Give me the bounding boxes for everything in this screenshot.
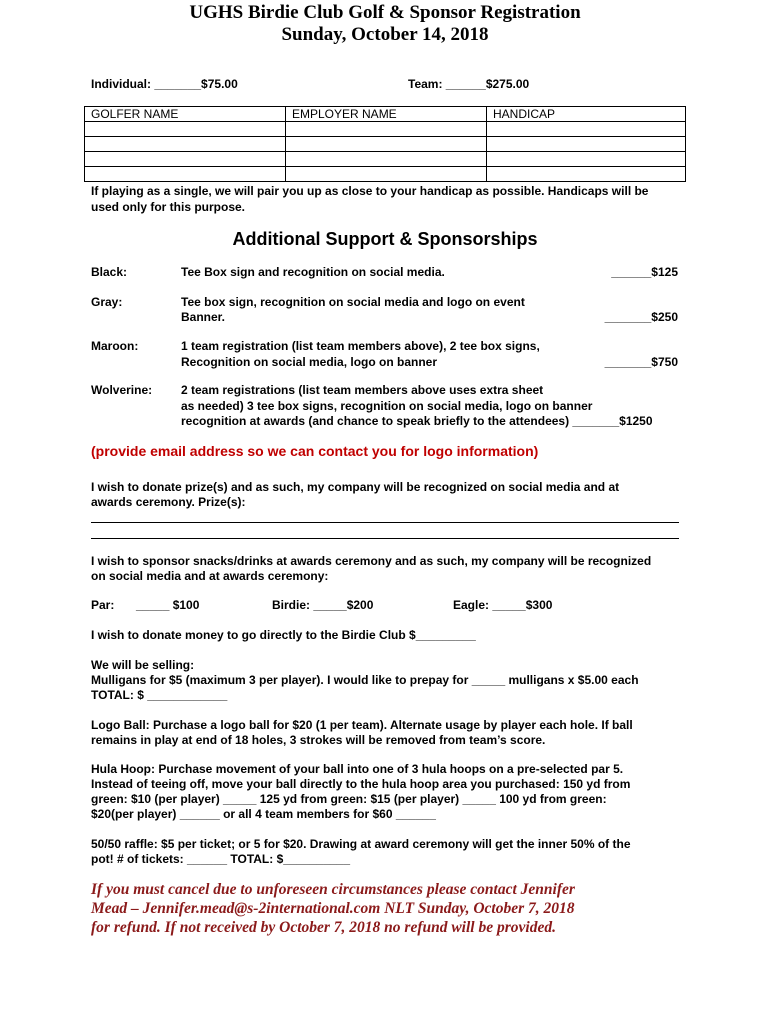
prizes-blank-line-2[interactable] — [91, 538, 679, 539]
birdie-option[interactable]: Birdie: _____$200 — [272, 598, 374, 612]
par-option[interactable]: _____ $100 — [136, 598, 200, 612]
hula-hoop-line-2: Instead of teeing off, move your ball directly to the hula hoop area you purchased: 150 yd from — [91, 777, 631, 791]
hula-hoop-line-3[interactable]: green: $10 (per player) _____ 125 yd from green: $15 (per player) _____ 100 yd from green: — [91, 792, 607, 806]
logo-ball-line-1: Logo Ball: Purchase a logo ball for $20 (1 per team). Alternate usage by player each hole. If ball — [91, 718, 633, 732]
tier-gray-label: Gray: — [91, 295, 123, 309]
snacks-line-2: on social media and at awards ceremony: — [91, 569, 329, 583]
table-row — [85, 167, 686, 182]
tier-maroon-desc-2: Recognition on social media, logo on banner — [181, 355, 438, 369]
logo-ball-line-2: remains in play at end of 18 holes, 3 strokes will be removed from team’s score. — [91, 733, 546, 747]
cancellation-line-3: for refund. If not received by October 7, 2018 no refund will be provided. — [91, 919, 556, 936]
hula-hoop-line-4[interactable]: $20(per player) ______ or all 4 team members for $60 ______ — [91, 807, 436, 821]
raffle-line-2[interactable]: pot! # of tickets: ______ TOTAL: $__________ — [91, 852, 351, 866]
donate-money[interactable]: I wish to donate money to go directly to the Birdie Club $_________ — [91, 628, 476, 642]
single-note-line-1: If playing as a single, we will pair you up as close to your handicap as possible. Handicaps will be — [91, 184, 649, 198]
golfer-name-cell[interactable] — [85, 122, 286, 137]
tier-gray-desc-2: Banner. — [181, 310, 226, 324]
tier-black-label: Black: — [91, 265, 128, 279]
column-golfer-name: GOLFER NAME — [85, 107, 286, 122]
cancellation-line-1: If you must cancel due to unforeseen circumstances please contact Jennifer — [91, 881, 575, 898]
tier-maroon-price[interactable]: _______$750 — [604, 355, 678, 369]
employer-name-cell[interactable] — [286, 167, 487, 182]
snacks-line-1: I wish to sponsor snacks/drinks at awards ceremony and as such, my company will be recognized — [91, 554, 652, 568]
tier-wolverine-desc-2: as needed) 3 tee box signs, recognition on social media, logo on banner — [181, 399, 593, 413]
selling-line-1: We will be selling: — [91, 658, 195, 672]
individual-fee[interactable]: Individual: _______$75.00 — [91, 77, 238, 91]
team-fee[interactable]: Team: ______$275.00 — [408, 77, 530, 91]
golfer-name-cell[interactable] — [85, 137, 286, 152]
tier-black-price[interactable]: ______$125 — [611, 265, 678, 279]
single-note-line-2: used only for this purpose. — [91, 200, 246, 214]
column-handicap: HANDICAP — [487, 107, 686, 122]
par-label: Par: — [91, 598, 115, 612]
email-notice: (provide email address so we can contact you for logo information) — [91, 443, 539, 459]
tier-wolverine-label: Wolverine: — [91, 383, 153, 397]
employer-name-cell[interactable] — [286, 152, 487, 167]
mulligans-line[interactable]: Mulligans for $5 (maximum 3 per player). I would like to prepay for _____ mulligans x $5.00 each — [91, 673, 639, 687]
prizes-line-1: I wish to donate prize(s) and as such, my company will be recognized on social media and at — [91, 480, 620, 494]
handicap-cell[interactable] — [487, 137, 686, 152]
prizes-blank-line-1[interactable] — [91, 522, 679, 523]
table-row — [85, 137, 686, 152]
page-title: UGHS Birdie Club Golf & Sponsor Registration — [189, 2, 581, 23]
prizes-line-2: awards ceremony. Prize(s): — [91, 495, 246, 509]
mulligans-total[interactable]: TOTAL: $ ____________ — [91, 688, 228, 702]
tier-gray-price[interactable]: _______$250 — [604, 310, 678, 324]
tier-maroon-desc-1: 1 team registration (list team members above), 2 tee box signs, — [181, 339, 540, 353]
tier-gray-desc-1: Tee box sign, recognition on social media and logo on event — [181, 295, 525, 309]
golfer-registration-table — [84, 106, 686, 182]
table-row — [85, 152, 686, 167]
table-header-row — [85, 107, 686, 122]
raffle-line-1: 50/50 raffle: $5 per ticket; or 5 for $20. Drawing at award ceremony will get the inner 50% of the — [91, 837, 631, 851]
employer-name-cell[interactable] — [286, 137, 487, 152]
tier-wolverine-desc-3[interactable]: recognition at awards (and chance to speak briefly to the attendees) _______$1250 — [181, 414, 653, 428]
employer-name-cell[interactable] — [286, 122, 487, 137]
golfer-name-cell[interactable] — [85, 152, 286, 167]
sponsorship-heading: Additional Support & Sponsorships — [232, 229, 538, 249]
event-date: Sunday, October 14, 2018 — [281, 24, 489, 45]
tier-wolverine-desc-1: 2 team registrations (list team members above uses extra sheet — [181, 383, 544, 397]
tier-black-desc: Tee Box sign and recognition on social media. — [181, 265, 445, 279]
eagle-option[interactable]: Eagle: _____$300 — [453, 598, 553, 612]
handicap-cell[interactable] — [487, 167, 686, 182]
hula-hoop-line-1: Hula Hoop: Purchase movement of your ball into one of 3 hula hoops on a pre-selected par 5. — [91, 762, 624, 776]
handicap-cell[interactable] — [487, 152, 686, 167]
column-employer-name: EMPLOYER NAME — [286, 107, 487, 122]
tier-maroon-label: Maroon: — [91, 339, 139, 353]
table-row — [85, 122, 686, 137]
handicap-cell[interactable] — [487, 122, 686, 137]
cancellation-line-2: Mead – Jennifer.mead@s-2international.com NLT Sunday, October 7, 2018 — [91, 900, 575, 917]
golfer-name-cell[interactable] — [85, 167, 286, 182]
